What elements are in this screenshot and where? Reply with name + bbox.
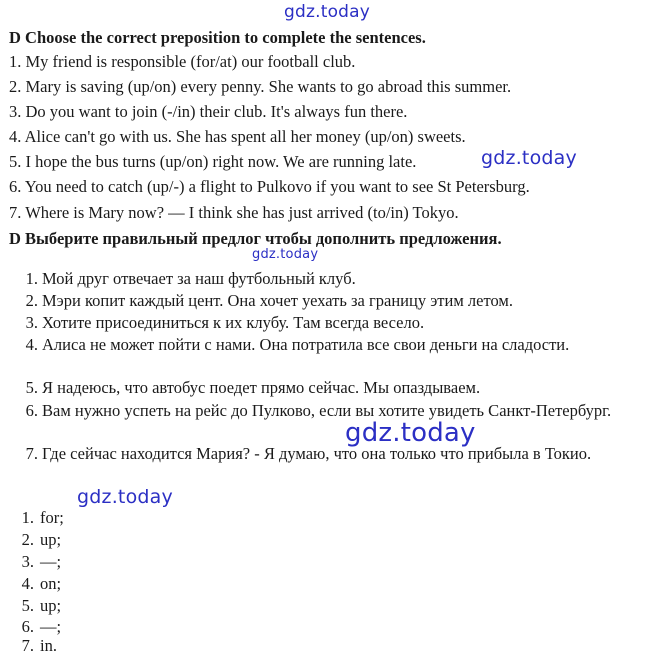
answer-text: up;: [40, 596, 62, 615]
answer-number: 5.: [21, 596, 34, 615]
russian-item-text: Алиса не может пойти с нами. Она потратила все свои деньги на сладости.: [42, 335, 570, 354]
english-item-1: 1. My friend is responsible (for/at) our football club.: [9, 52, 356, 71]
watermark-right: gdz.today: [481, 147, 577, 169]
watermark-small: gdz.today: [252, 247, 319, 262]
russian-item-text: Вам нужно успеть на рейс до Пулково, если вы хотите увидеть Санкт-Петербург.: [42, 401, 612, 420]
russian-item-text: Хотите присоединиться к их клубу. Там всегда весело.: [42, 313, 425, 332]
russian-item-number: 7.: [25, 444, 38, 463]
answer-number: 3.: [21, 552, 34, 571]
answer-3: [12, 552, 61, 572]
answer-text: in.: [40, 636, 57, 655]
answer-text: —;: [40, 552, 62, 571]
russian-item-text: Где сейчас находится Мария? - Я думаю, что она только что прибыла в Токио.: [42, 444, 592, 463]
english-item-2: 2. Mary is saving (up/on) every penny. She wants to go abroad this summer.: [9, 77, 512, 96]
russian-item-number: 3.: [25, 313, 38, 332]
answer-text: on;: [40, 574, 62, 593]
answer-text: for;: [40, 508, 64, 527]
answer-number: 2.: [21, 530, 34, 549]
answer-1: [12, 508, 64, 528]
answer-number: 7.: [21, 636, 34, 655]
answer-5: [12, 596, 61, 616]
english-item-7: 7. Where is Mary now? — I think she has just arrived (to/in) Tokyo.: [9, 203, 459, 222]
answer-4: [12, 574, 61, 594]
english-item-5: 5. I hope the bus turns (up/on) right now. We are running late.: [9, 152, 417, 171]
answer-text: up;: [40, 530, 62, 549]
russian-heading: D Выберите правильный предлог чтобы дополнить предложения.: [9, 229, 502, 248]
russian-item-text: Мэри копит каждый цент. Она хочет уехать за границу этим летом.: [42, 291, 513, 310]
answer-number: 6.: [21, 617, 34, 636]
russian-item-number: 1.: [25, 269, 38, 288]
watermark-top: gdz.today: [284, 2, 371, 22]
english-item-3: 3. Do you want to join (-/in) their club. It's always fun there.: [9, 102, 408, 121]
watermark-lower: gdz.today: [77, 486, 173, 508]
russian-item-text: Я надеюсь, что автобус поедет прямо сейчас. Мы опаздываем.: [42, 378, 481, 397]
russian-item-number: 4.: [25, 335, 38, 354]
answer-number: 4.: [21, 574, 34, 593]
english-item-6: 6. You need to catch (up/-) a flight to Pulkovo if you want to see St Petersburg.: [9, 177, 530, 196]
english-item-4: 4. Alice can't go with us. She has spent all her money (up/on) sweets.: [9, 127, 466, 146]
answer-2: [12, 530, 61, 550]
answer-7: [12, 636, 57, 656]
russian-item-number: 2.: [25, 291, 38, 310]
answer-text: —;: [40, 617, 62, 636]
russian-item-number: 6.: [25, 401, 38, 420]
russian-item-number: 5.: [25, 378, 38, 397]
russian-item-text: Мой друг отвечает за наш футбольный клуб.: [42, 269, 356, 288]
answer-6: [12, 617, 61, 637]
english-heading: D Choose the correct preposition to complete the sentences.: [9, 28, 426, 47]
answer-number: 1.: [21, 508, 34, 527]
watermark-large: gdz.today: [345, 418, 476, 448]
